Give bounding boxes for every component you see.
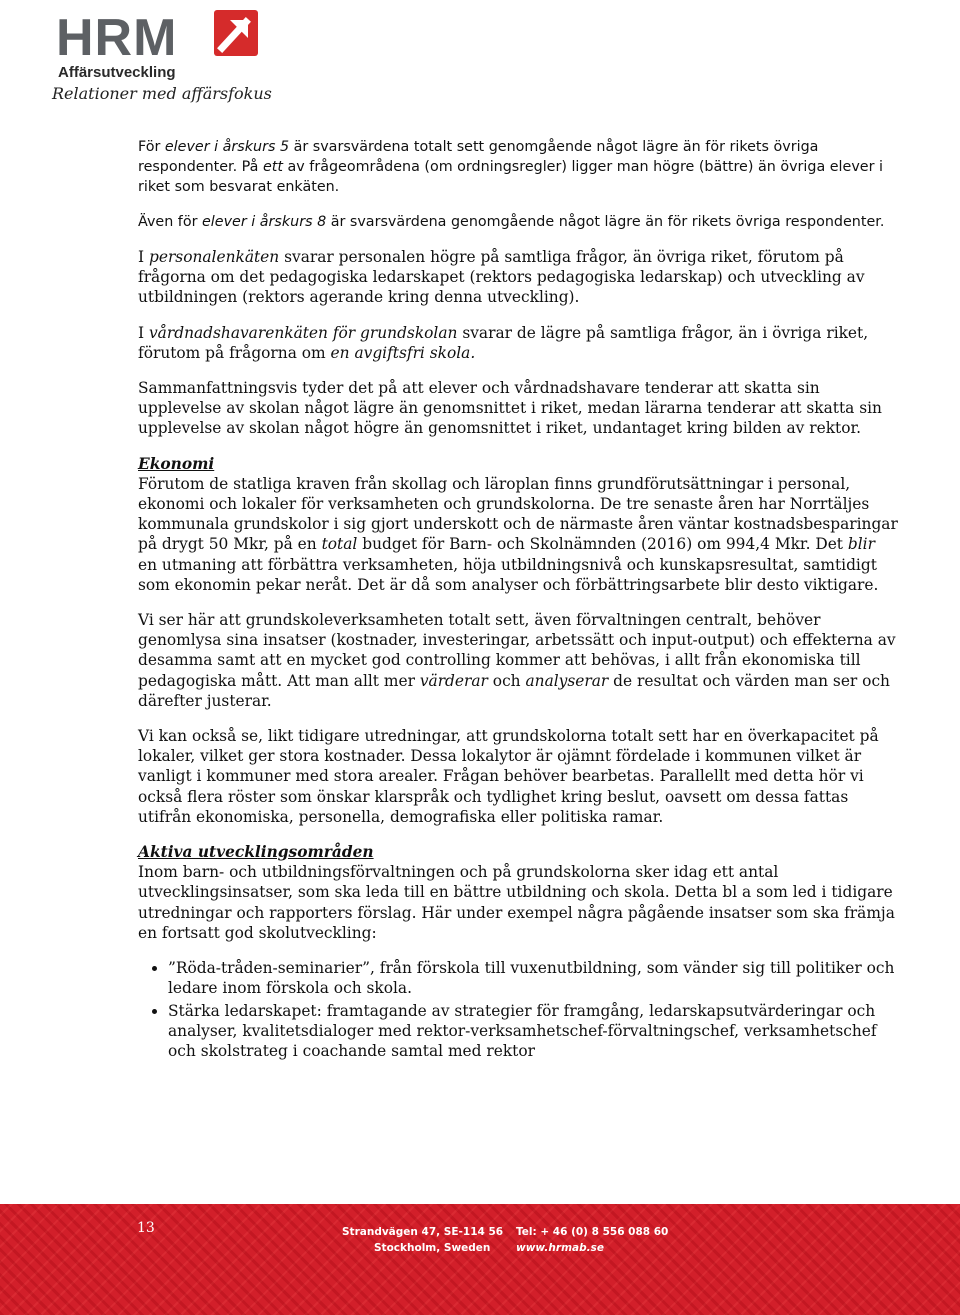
logo-arrow-icon <box>214 10 258 56</box>
text-run: Vi ser här att grundskoleverksamheten totalt sett, även förvaltningen centralt, behöver genomlysa sina insatser (kostnader, investeringar, arbetssätt och input-output) och effekterna av desamma samt att en mycket god controlling kommer att behövas, i allt från ekonomiska till pedagogiska mått. Att man allt mer <box>138 611 896 690</box>
emphasis-text: elever i årskurs 5 <box>164 139 290 155</box>
address-line-2: Stockholm, Sweden <box>374 1242 491 1254</box>
text-run: är svarsvärdena totalt sett genomgående något lägre än för rikets övriga respondenter. På <box>138 139 819 175</box>
footer-address <box>342 1224 503 1256</box>
text-run: av frågeområdena (om ordningsregler) ligger man högre (bättre) än övriga elever i riket som besvarat enkäten. <box>138 159 883 195</box>
emphasis-text: personalenkäten <box>148 248 280 266</box>
page-number: 13 <box>137 1220 155 1236</box>
initiatives-list <box>138 958 898 1061</box>
footer-phone: Tel: + 46 (0) 8 556 088 60 <box>516 1226 669 1238</box>
text-run: Sammanfattningsvis tyder det på att elever och vårdnadshavare tenderar att skatta sin upplevelse av skolan något lägre än genomsnittet i riket, medan lärarna tenderar att skatta sin upplevelse av skolan något högre än genomsnittet i riket, undantaget kring bilden av rektor. <box>138 379 882 438</box>
body-paragraph <box>138 137 898 197</box>
address-line-1: Strandvägen 47, SE-114 56 <box>342 1226 504 1238</box>
section-heading: Ekonomi <box>138 454 215 473</box>
logo-brand-text: HRM <box>56 9 178 67</box>
text-run: I <box>138 248 149 266</box>
body-paragraph <box>138 862 898 943</box>
body-paragraph <box>138 378 898 439</box>
emphasis-text: blir <box>847 535 875 554</box>
text-run: För <box>138 139 165 155</box>
body-paragraph <box>138 726 898 827</box>
text-run: svarar personalen högre på samtliga frågor, än övriga riket, förutom på frågorna om det pedagogiska ledarskapet (rektors pedagogiska ledarskap) och utveckling av utbildningen (rektors agerande kring denna utveckling). <box>138 248 865 307</box>
list-item: • Stärka ledarskapet: framtagande av strategier för framgång, ledarskapsutvärderingar och analyser, kvalitetsdialoger med rektor-verksamhetschef-förvaltningschef, verksamhetschef och skolstrateg i coachande samtal med rektor <box>168 1001 898 1062</box>
page-footer <box>0 1204 960 1315</box>
emphasis-text: värderar <box>419 671 488 690</box>
body-paragraph <box>138 247 898 308</box>
footer-website-link[interactable]: www.hrmab.se <box>516 1242 604 1254</box>
company-logo <box>52 4 272 104</box>
text-run: svarar de lägre på samtliga frågor, än i övriga riket, förutom på frågorna om <box>138 323 869 362</box>
text-run: en utmaning att förbättra verksamheten, höja utbildningsnivå och kunskapsresultat, samtidigt som ekonomin pekar neråt. Det är då som analyser och förbättringsarbete blir desto viktigare. <box>138 555 879 594</box>
body-paragraph <box>138 323 898 363</box>
logo-subtitle: Affärsutveckling <box>58 64 176 81</box>
body-paragraph <box>138 212 898 232</box>
emphasis-text: en avgiftsfri skola. <box>330 343 476 362</box>
body-paragraph <box>138 474 898 595</box>
text-run: Även för <box>138 214 203 230</box>
logo-tagline: Relationer med affärsfokus <box>52 84 272 103</box>
emphasis-text: elever i årskurs 8 <box>202 214 327 230</box>
body-paragraph <box>138 610 898 711</box>
footer-contact <box>516 1224 668 1256</box>
text-run: Förutom de statliga kraven från skollag och läroplan finns grundförutsättningar i personal, ekonomi och lokaler för verksamheten och grundskolorna. De tre senaste åren har Norrtäljes kommunala grundskolor i sig gjort underskott och de närmaste åren väntar kostnadsbesparingar på drygt 50 Mkr, på en <box>138 474 898 554</box>
list-item: • ”Röda-tråden-seminarier”, från förskola till vuxenutbildning, som vänder sig till politiker och ledare inom förskola och skola. <box>168 958 898 998</box>
text-run: och <box>487 671 526 690</box>
emphasis-text: analyserar <box>525 671 609 690</box>
emphasis-text: ett <box>262 159 283 175</box>
document-body <box>138 137 898 1063</box>
text-run: budget för Barn- och Skolnämnden (2016) om 994,4 Mkr. Det <box>357 535 848 554</box>
text-run: är svarsvärdena genomgående något lägre än för rikets övriga respondenter. <box>326 214 885 230</box>
section-heading: Aktiva utvecklingsområden <box>138 843 374 862</box>
emphasis-text: total <box>321 535 358 554</box>
emphasis-text: vårdnadshavarenkäten för grundskolan <box>148 323 458 342</box>
text-run: Inom barn- och utbildningsförvaltningen och på grundskolorna sker idag ett antal utvecklingsinsatser, som ska leda till en bättre utbildning och skola. Detta bl a som led i tidigare utredningar och rapporters förslag. Här under exempel några pågående insatser som ska främja en fortsatt god skolutveckling: <box>138 863 895 942</box>
text-run: Vi kan också se, likt tidigare utredningar, att grundskolorna totalt sett har en överkapacitet på lokaler, vilket ger stora kostnader. Dessa lokalytor är ojämnt fördelade i kommunen vilket är vanligt i kommuner med stora arealer. Frågan behöver bearbetas. Parallellt med detta hör vi också flera röster som önskar klarspråk och tydlighet kring beslut, oavsett om dessa fattas utifrån ekonomiska, personella, demografiska eller politiska ramar. <box>138 727 879 826</box>
text-run: de resultat och värden man ser och därefter justerar. <box>138 671 890 710</box>
text-run: I <box>138 323 149 342</box>
